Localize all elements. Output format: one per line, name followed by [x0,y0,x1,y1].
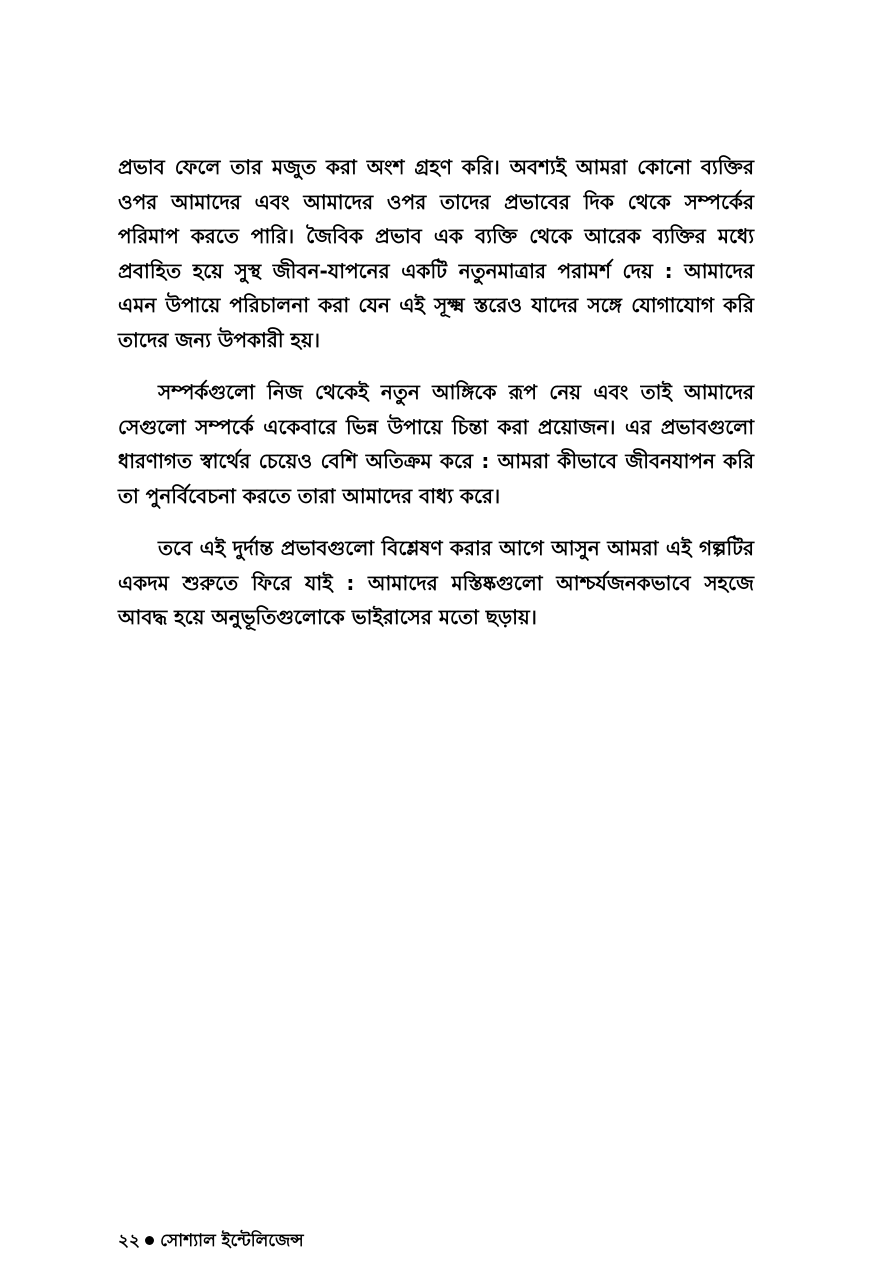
paragraph-2: সম্পর্কগুলো নিজ থেকেই নতুন আঙ্গিকে রূপ নেয় এবং তাই আমাদের সেগুলো সম্পর্কে একেবারে ভিন্ন উপায়ে চিন্তা করা প্রয়োজন। এর প্রভাবগুলো ধারণাগত স্বার্থের চেয়েও বেশি অতিক্রম করে : আমরা কীভাবে জীবনযাপন করি তা পুনর্বিবেচনা করতে তারা আমাদের বাধ্য করে। [118,380,754,508]
page-number: ২২ [118,1231,141,1251]
paragraph-3: তবে এই দুর্দান্ত প্রভাবগুলো বিশ্লেষণ করার আগে আসুন আমরা এই গল্পটির একদম শুরুতে ফিরে যাই : আমাদের মস্তিষ্কগুলো আশ্চর্যজনকভাবে সহজে আবদ্ধ হয়ে অনুভূতিগুলোকে ভাইরাসের মতো ছড়ায়। [118,536,754,629]
paragraph-1: প্রভাব ফেলে তার মজুত করা অংশ গ্রহণ করি। অবশ্যই আমরা কোনো ব্যক্তির ওপর আমাদের এবং আমাদের ওপর তাদের প্রভাবের দিক থেকে সম্পর্কের পরিমাপ করতে পারি। জৈবিক প্রভাব এক ব্যক্তি থেকে আরেক ব্যক্তির মধ্যে প্রবাহিত হয়ে সুস্থ জীবন-যাপনের একটি নতুনমাত্রার পরামর্শ দেয় : আমাদের এমন উপায়ে পরিচালনা করা যেন এই সূক্ষ্ম স্তরেও যাদের সঙ্গে যোগাযোগ করি তাদের জন্য উপকারী হয়। [118,155,754,352]
bullet-separator-icon [145,1236,154,1245]
running-title: সোশ্যাল ইন্টেলিজেন্স [160,1231,304,1251]
page-footer [118,1228,304,1256]
page-body [118,150,754,635]
